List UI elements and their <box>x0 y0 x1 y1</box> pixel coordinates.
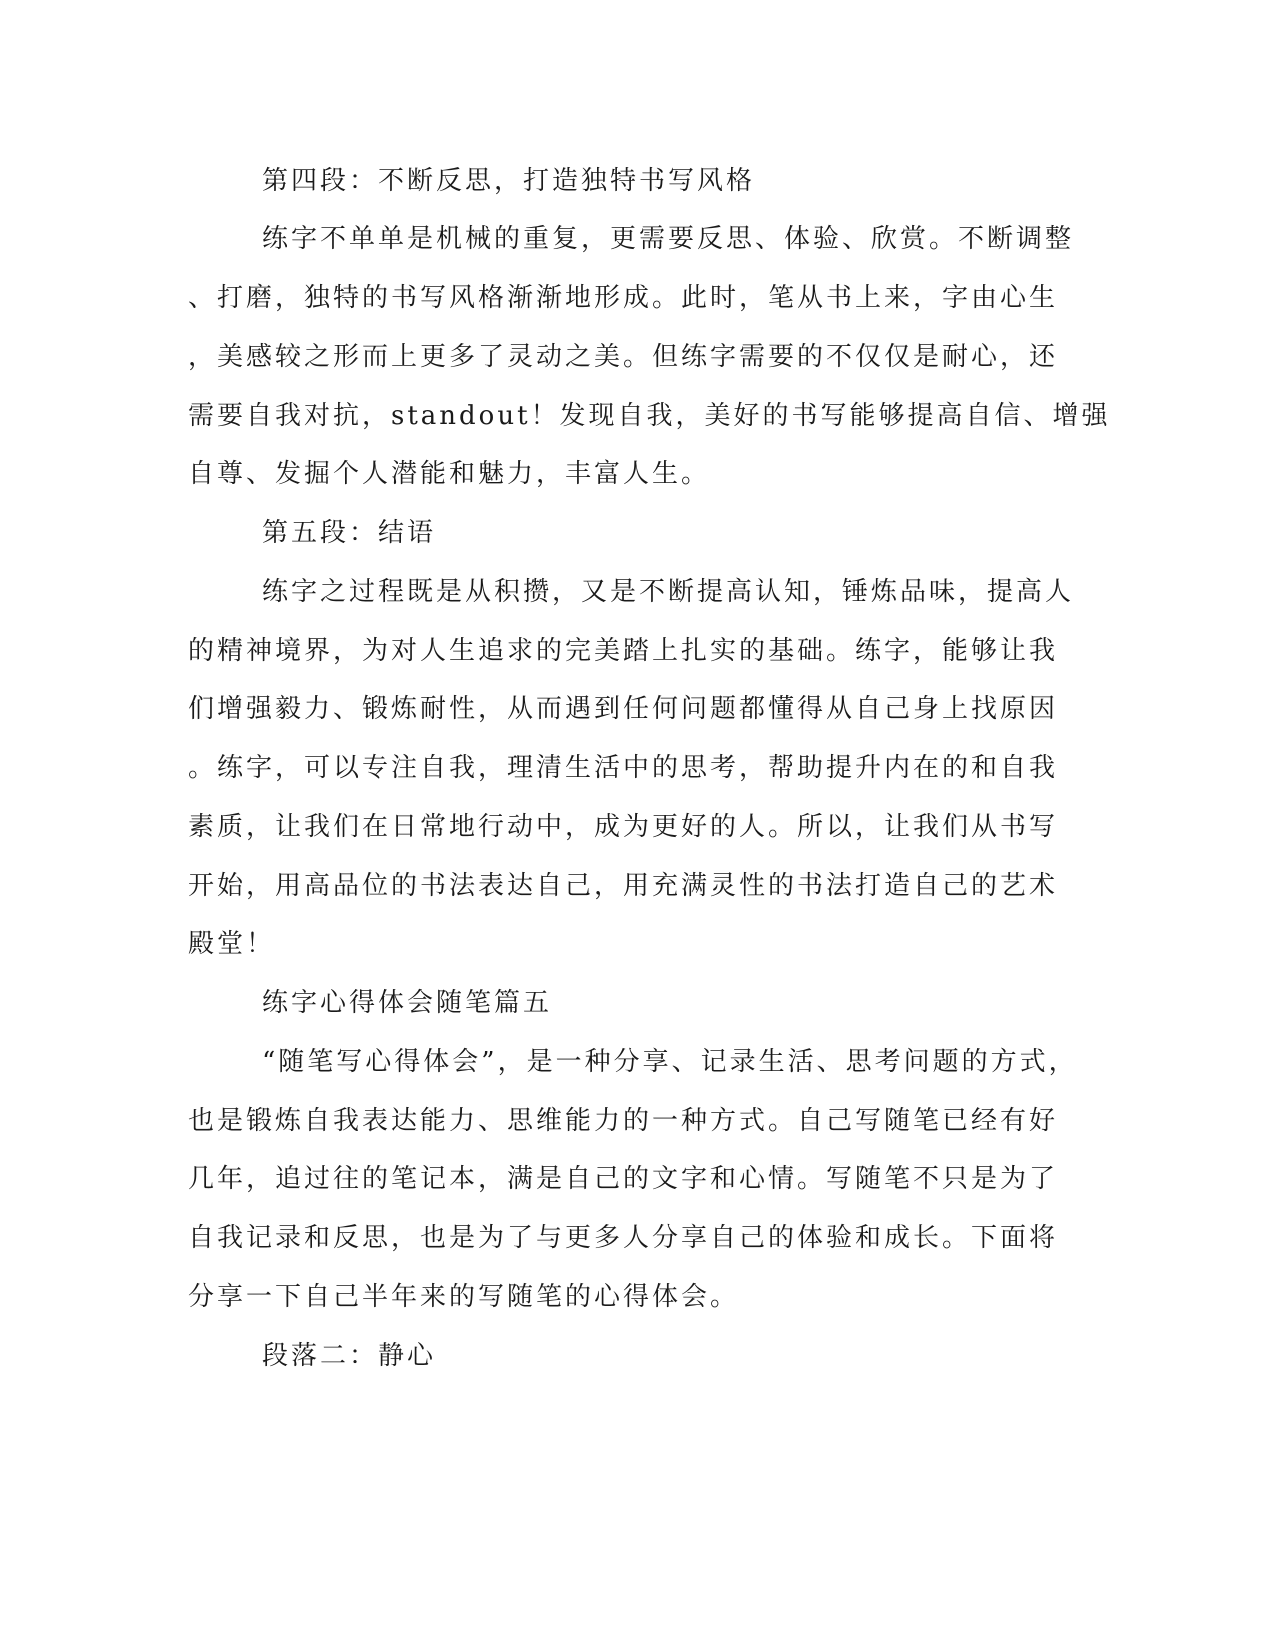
paragraph-line: 们增强毅力、锻炼耐性，从而遇到任何问题都懂得从自己身上找原因 <box>188 694 1059 724</box>
paragraph-line: 也是锻炼自我表达能力、思维能力的一种方式。自己写随笔已经有好 <box>188 1106 1059 1136</box>
paragraph-line: 练字之过程既是从积攒，又是不断提高认知，锤炼品味，提高人 <box>262 577 1075 607</box>
paragraph-line: 。练字，可以专注自我，理清生活中的思考，帮助提升内在的和自我 <box>188 753 1059 783</box>
paragraph-line: 练字不单单是机械的重复，更需要反思、体验、欣赏。不断调整 <box>262 224 1075 254</box>
paragraph-line: 自我记录和反思，也是为了与更多人分享自己的体验和成长。下面将 <box>188 1223 1059 1253</box>
paragraph-line: 开始，用高品位的书法表达自己，用充满灵性的书法打造自己的艺术 <box>188 871 1059 901</box>
paragraph-line: 殿堂！ <box>188 929 276 959</box>
paragraph-line: 几年，追过往的笔记本，满是自己的文字和心情。写随笔不只是为了 <box>188 1164 1059 1194</box>
section-heading-4: 第四段：不断反思，打造独特书写风格 <box>262 166 756 196</box>
section-heading-5: 第五段：结语 <box>262 518 437 548</box>
paragraph-line: ，美感较之形而上更多了灵动之美。但练字需要的不仅仅是耐心，还 <box>188 342 1059 372</box>
article-title: 练字心得体会随笔篇五 <box>262 988 553 1018</box>
paragraph-line: 分享一下自己半年来的写随笔的心得体会。 <box>188 1282 740 1312</box>
paragraph-line: 的精神境界，为对人生追求的完美踏上扎实的基础。练字，能够让我 <box>188 636 1059 666</box>
paragraph-line: 自尊、发掘个人潜能和魅力，丰富人生。 <box>188 459 711 489</box>
paragraph-line: 需要自我对抗，standout！发现自我，美好的书写能够提高自信、增强 <box>188 401 1111 431</box>
paragraph-line: 素质，让我们在日常地行动中，成为更好的人。所以，让我们从书写 <box>188 812 1059 842</box>
section-heading-2: 段落二：静心 <box>262 1341 437 1371</box>
paragraph-line: “随笔写心得体会”，是一种分享、记录生活、思考问题的方式， <box>262 1047 1078 1077</box>
paragraph-line: 、打磨，独特的书写风格渐渐地形成。此时，笔从书上来，字由心生 <box>188 283 1059 313</box>
